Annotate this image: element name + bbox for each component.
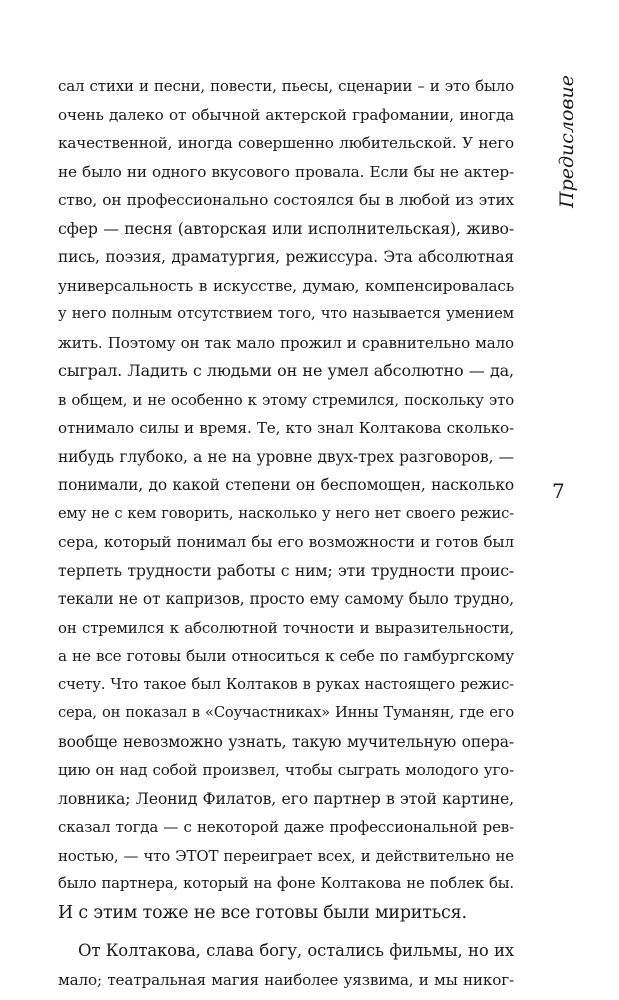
paragraph-gap xyxy=(58,927,514,937)
text-line: От Колтакова, слава богу, остались фильмы, но их xyxy=(78,941,514,960)
text-line: не было ни одного вкусового провала. Если бы не актер- xyxy=(58,162,514,181)
text-line: качественной, иногда совершенно любительской. У него xyxy=(58,134,514,152)
text-line: пись, поэзия, драматургия, режиссура. Эта абсолютная xyxy=(58,248,514,266)
text-line: нибудь глубоко, а не на уровне двух-трех разговоров, — xyxy=(58,447,514,466)
text-line: сыграл. Ладить с людьми он не умел абсолютно — да, xyxy=(58,361,514,380)
text-line: терпеть трудности работы с ним; эти трудности проис- xyxy=(58,560,514,580)
text-line: счету. Что такое был Колтаков в руках настоящего режис- xyxy=(58,675,514,693)
text-line: сказал тогда — с некоторой даже профессиональной рев- xyxy=(58,818,514,836)
text-line: очень далеко от обычной актерской графомании, иногда xyxy=(58,105,514,124)
text-line: сера, который понимал бы его возможности и готов был xyxy=(58,533,514,551)
text-line: вообще невозможно узнать, такую мучительную опера- xyxy=(58,732,514,751)
running-head-title: Предисловие xyxy=(556,75,578,208)
text-line: он стремился к абсолютной точности и выразительности, xyxy=(58,618,514,637)
text-line: отнимало силы и время. Те, кто знал Колтакова сколько- xyxy=(58,419,514,437)
text-line: ловника; Леонид Филатов, его партнер в этой картине, xyxy=(58,788,514,808)
text-line: ство, он профессионально состоялся бы в любой из этих xyxy=(58,191,514,209)
text-line: универсальность в искусстве, думаю, компенсировалась xyxy=(58,276,514,295)
text-line: понимали, до какой степени он беспомощен, насколько xyxy=(58,476,514,494)
text-line: жить. Поэтому он так мало прожил и сравнительно мало xyxy=(58,333,514,352)
text-line: было партнера, который на фоне Колтакова не поблек бы. xyxy=(58,875,514,892)
body-text xyxy=(58,72,514,994)
text-line: сера, он показал в «Соучастниках» Инны Туманян, где его xyxy=(58,704,514,721)
text-line: текали не от капризов, просто ему самому было трудно, xyxy=(58,590,514,608)
text-line: сал стихи и песни, повести, пьесы, сценарии – и это было xyxy=(58,77,514,95)
text-line: сфер — песня (авторская или исполнительская), живо- xyxy=(58,218,514,238)
text-line: а не все готовы были относиться к себе по гамбургскому xyxy=(58,647,514,665)
text-line: в общем, и не особенно к этому стремился, поскольку это xyxy=(58,390,514,409)
text-line: ностью, — что ЭТОТ переиграет всех, и действительно не xyxy=(58,846,514,865)
text-line: цию он над собой произвел, чтобы сыграть молодого уго- xyxy=(58,761,514,779)
text-line: у него полным отсутствием того, что называется умением xyxy=(58,305,514,322)
text-line: И с этим тоже не все готовы были мириться. xyxy=(58,902,467,923)
running-head xyxy=(548,72,588,222)
page-number: 7 xyxy=(552,479,565,503)
text-line: ему не с кем говорить, насколько у него нет своего режис- xyxy=(58,504,514,522)
paragraph-2 xyxy=(58,937,514,994)
paragraph-1 xyxy=(58,72,514,927)
text-line: мало; театральная магия наиболее уязвима, и мы никог- xyxy=(58,970,514,989)
